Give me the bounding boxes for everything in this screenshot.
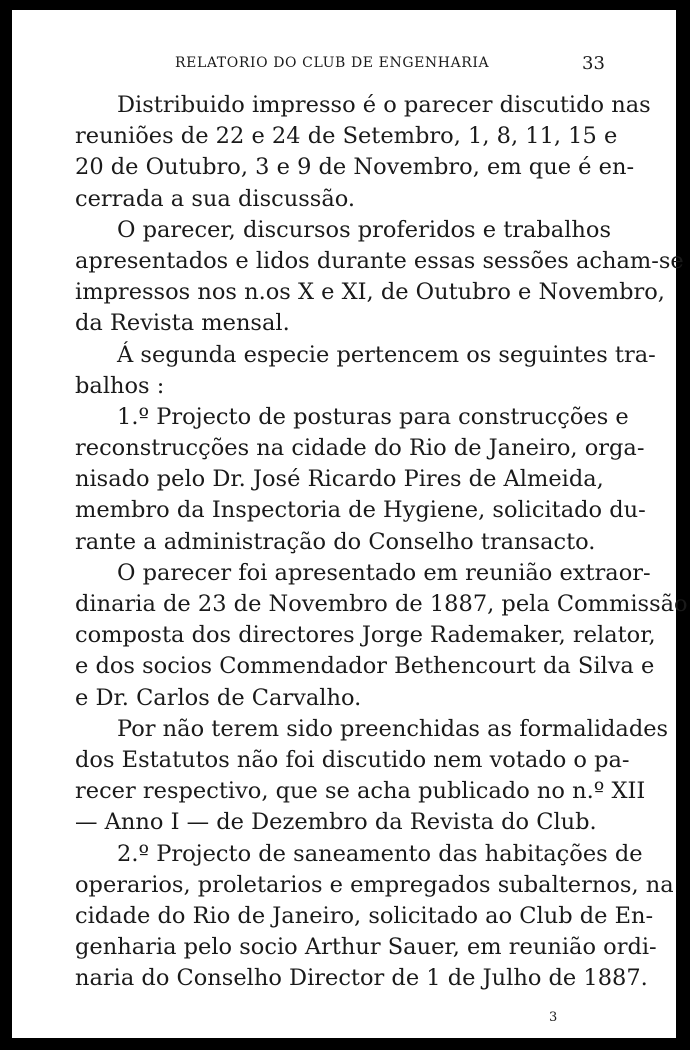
text-line: cidade do Rio de Janeiro, solicitado ao Club de En-	[75, 902, 654, 929]
text-line: naria do Conselho Director de 1 de Julho de 1887.	[75, 965, 648, 992]
text-line: rante a administração do Conselho transacto.	[75, 528, 596, 555]
text-line: O parecer foi apresentado em reunião extraor-	[117, 559, 651, 586]
text-line: dos Estatutos não foi discutido nem votado o pa-	[75, 746, 630, 773]
text-line: O parecer, discursos proferidos e trabalhos	[117, 216, 612, 243]
text-line: cerrada a sua discussão.	[75, 185, 356, 212]
text-line: membro da Inspectoria de Hygiene, solicitado du-	[75, 497, 646, 524]
text-line: recer respectivo, que se acha publicado no n.º XII	[75, 778, 646, 805]
text-line: Distribuido impresso é o parecer discutido nas	[117, 92, 651, 118]
text-line: operarios, proletarios e empregados subalternos, na	[75, 871, 674, 898]
text-line: impressos nos n.os X e XI, de Outubro e Novembro,	[75, 279, 665, 306]
book-page	[12, 10, 688, 1038]
text-line: Por não terem sido preenchidas as formalidades	[117, 715, 669, 742]
text-line: 1.º Projecto de posturas para construcções e	[117, 403, 629, 430]
text-line: genharia pelo socio Arthur Sauer, em reunião ordi-	[75, 934, 657, 961]
text-line: 2.º Projecto de saneamento das habitações de	[117, 840, 643, 867]
text-line: da Revista mensal.	[75, 310, 290, 337]
page-number: 33	[582, 53, 605, 74]
text-line: apresentados e lidos durante essas sessões acham-se	[75, 247, 684, 274]
text-line: balhos :	[75, 372, 165, 399]
text-line: composta dos directores Jorge Rademaker, relator,	[75, 622, 656, 649]
page-header	[12, 55, 676, 75]
text-line: Á segunda especie pertencem os seguintes tra-	[117, 341, 656, 368]
text-line: e Dr. Carlos de Carvalho.	[75, 684, 362, 711]
text-line: nisado pelo Dr. José Ricardo Pires de Almeida,	[75, 466, 604, 493]
text-line: 20 de Outubro, 3 e 9 de Novembro, em que é en-	[75, 154, 635, 181]
text-line: reconstrucções na cidade do Rio de Janeiro, orga-	[75, 435, 645, 462]
running-head: RELATORIO DO CLUB DE ENGENHARIA	[175, 55, 490, 71]
body-text	[75, 90, 688, 994]
signature-mark: 3	[549, 1010, 558, 1025]
text-line: dinaria de 23 de Novembro de 1887, pela Commissão	[75, 591, 688, 617]
text-line: — Anno I — de Dezembro da Revista do Club.	[75, 809, 597, 836]
text-line: reuniões de 22 e 24 de Setembro, 1, 8, 11, 15 e	[75, 123, 618, 150]
text-line: e dos socios Commendador Bethencourt da Silva e	[75, 653, 655, 680]
